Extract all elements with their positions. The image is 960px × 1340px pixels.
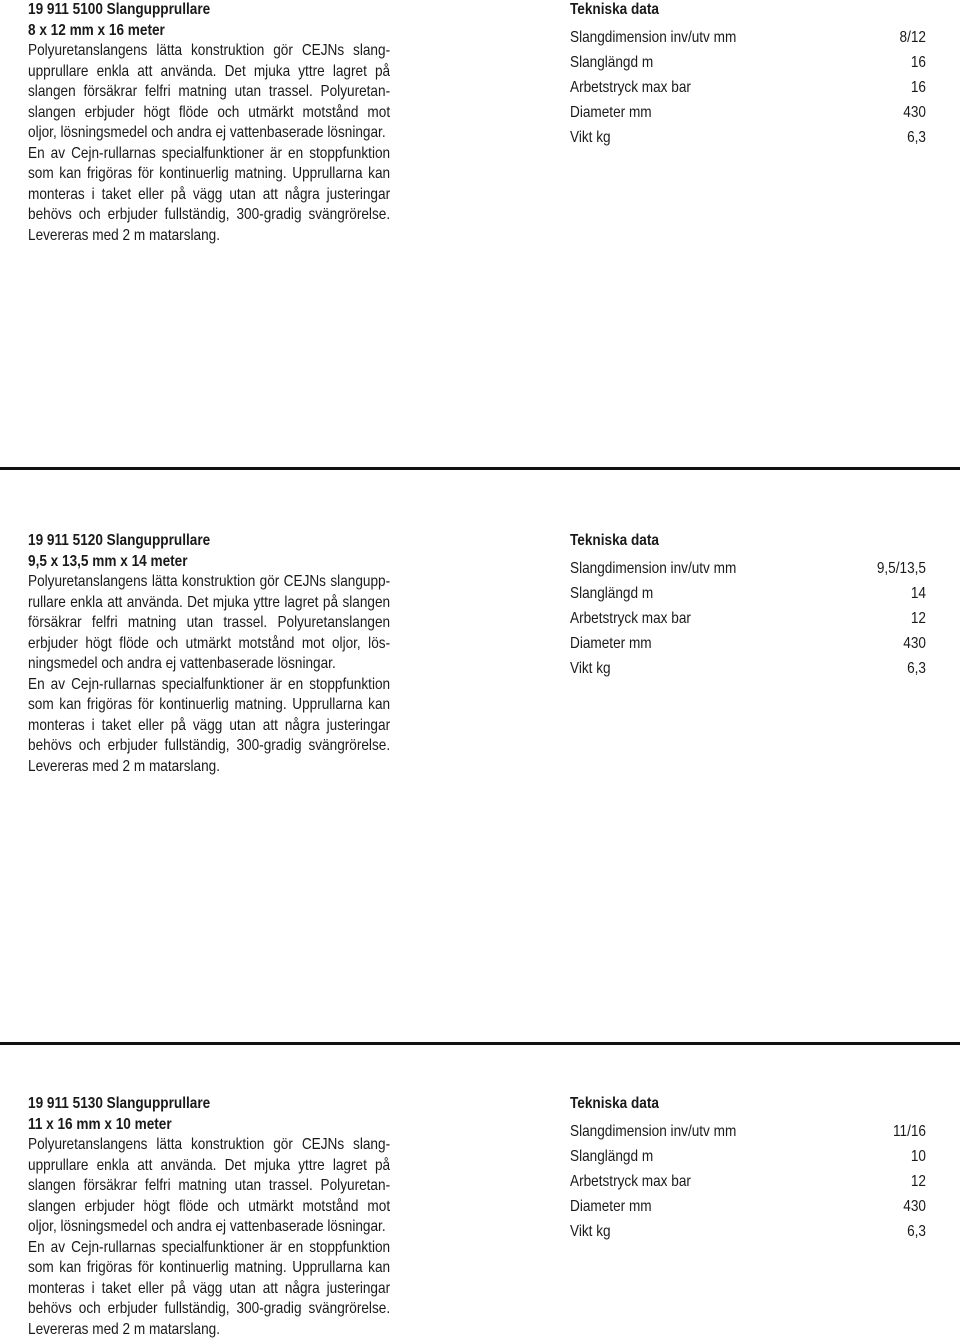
description-line: som kan frigöras för kontinuerlig matning. Upprullarna kan — [28, 696, 391, 713]
tech-data-title: Tekniska data — [570, 532, 659, 549]
description-line: Levereras med 2 m matarslang. — [28, 226, 220, 244]
spec-value: 9,5/13,5 — [876, 560, 926, 577]
spec-label: Slanglängd m — [570, 1148, 654, 1165]
spec-label: Slangdimension inv/utv mm — [570, 29, 737, 46]
spec-value: 16 — [910, 79, 926, 96]
spec-label: Slangdimension inv/utv mm — [570, 1123, 737, 1140]
description-line: oljor, lösningsmedel och andra ej vattenbaserade lösningar. — [28, 1218, 386, 1235]
spec-row — [570, 581, 926, 606]
spec-value: 430 — [903, 635, 926, 652]
divider — [0, 467, 960, 470]
description-line: slangen försäkrar felfri matning utan trassel. Polyuretan- — [28, 1177, 391, 1194]
spec-row — [570, 25, 926, 50]
spec-value: 6,3 — [907, 660, 926, 677]
description-line: En av Cejn-rullarnas specialfunktioner är en stoppfunktion — [28, 144, 391, 162]
spec-value: 12 — [910, 1173, 926, 1190]
spec-row — [570, 125, 926, 150]
product-description — [28, 1094, 390, 1340]
spec-row — [570, 75, 926, 100]
tech-data-title: Tekniska data — [570, 1095, 659, 1112]
spec-label: Slanglängd m — [570, 585, 654, 602]
description-line: försäkrar felfri matning utan trassel. Polyuretanslangen — [28, 614, 391, 631]
description-line: Levereras med 2 m matarslang. — [28, 757, 220, 775]
description-line: Polyuretanslangens lätta konstruktion gör CEJNs slang- — [28, 1136, 391, 1153]
spec-label: Vikt kg — [570, 1223, 611, 1240]
spec-label: Diameter mm — [570, 1198, 652, 1215]
spec-label: Arbetstryck max bar — [570, 1173, 691, 1190]
tech-data-title: Tekniska data — [570, 1, 659, 18]
spec-label: Slangdimension inv/utv mm — [570, 560, 737, 577]
spec-value: 16 — [910, 54, 926, 71]
description-line: slangen erbjuder högt flöde och utmärkt motstånd mot — [28, 1197, 391, 1215]
description-line: slangen försäkrar felfri matning utan trassel. Polyuretan- — [28, 83, 391, 100]
description-line: Polyuretanslangens lätta konstruktion gör CEJNs slangupp- — [28, 573, 391, 590]
spec-row — [570, 1194, 926, 1219]
spec-value: 10 — [910, 1148, 926, 1165]
spec-row — [570, 1169, 926, 1194]
spec-value: 6,3 — [907, 1223, 926, 1240]
spec-label: Arbetstryck max bar — [570, 79, 691, 96]
product-subtitle: 9,5 x 13,5 mm x 14 meter — [28, 552, 188, 570]
spec-value: 430 — [903, 1198, 926, 1215]
description-line: upprullare enkla att använda. Det mjuka yttre lagret på — [28, 1156, 391, 1174]
description-line: ningsmedel och andra ej vattenbaserade lösningar. — [28, 655, 336, 672]
spec-value: 8/12 — [899, 29, 926, 46]
description-line: En av Cejn-rullarnas specialfunktioner är en stoppfunktion — [28, 675, 391, 693]
description-line: slangen erbjuder högt flöde och utmärkt motstånd mot — [28, 103, 391, 121]
description-line: oljor, lösningsmedel och andra ej vattenbaserade lösningar. — [28, 124, 386, 141]
tech-data — [570, 531, 926, 681]
spec-label: Diameter mm — [570, 635, 652, 652]
spec-row — [570, 50, 926, 75]
tech-data — [570, 0, 926, 150]
spec-row — [570, 606, 926, 631]
description-line: monteras i taket eller på vägg utan att några justeringar — [28, 1279, 391, 1297]
spec-value: 430 — [903, 104, 926, 121]
product-description — [28, 0, 390, 246]
description-line: Polyuretanslangens lätta konstruktion gör CEJNs slang- — [28, 42, 391, 59]
spec-row — [570, 1144, 926, 1169]
description-line: monteras i taket eller på vägg utan att några justeringar — [28, 185, 391, 203]
spec-row — [570, 100, 926, 125]
description-line: som kan frigöras för kontinuerlig matning. Upprullarna kan — [28, 1259, 391, 1276]
description-line: behövs och erbjuder fullständig, 300-gradig svängrörelse. — [28, 1300, 391, 1317]
spec-value: 14 — [910, 585, 926, 602]
description-line: upprullare enkla att använda. Det mjuka yttre lagret på — [28, 62, 391, 80]
product-subtitle: 11 x 16 mm x 10 meter — [28, 1115, 172, 1133]
product-title: 19 911 5100 Slangupprullare — [28, 1, 211, 18]
description-line: En av Cejn-rullarnas specialfunktioner är en stoppfunktion — [28, 1238, 391, 1256]
spec-row — [570, 556, 926, 581]
description-line: Levereras med 2 m matarslang. — [28, 1320, 220, 1338]
spec-row — [570, 631, 926, 656]
tech-data — [570, 1094, 926, 1244]
spec-label: Arbetstryck max bar — [570, 610, 691, 627]
product-title: 19 911 5120 Slangupprullare — [28, 532, 211, 549]
spec-label: Slanglängd m — [570, 54, 654, 71]
spec-value: 11/16 — [892, 1123, 926, 1140]
spec-row — [570, 1219, 926, 1244]
product-title: 19 911 5130 Slangupprullare — [28, 1095, 211, 1112]
product-subtitle: 8 x 12 mm x 16 meter — [28, 21, 165, 39]
description-line: erbjuder högt flöde och utmärkt motstånd mot oljor, lös- — [28, 634, 391, 652]
description-line: monteras i taket eller på vägg utan att några justeringar — [28, 716, 391, 734]
spec-row — [570, 1119, 926, 1144]
product-description — [28, 531, 390, 777]
description-line: som kan frigöras för kontinuerlig matning. Upprullarna kan — [28, 165, 391, 182]
description-line: behövs och erbjuder fullständig, 300-gradig svängrörelse. — [28, 737, 391, 754]
spec-value: 12 — [910, 610, 926, 627]
spec-label: Vikt kg — [570, 129, 611, 146]
spec-value: 6,3 — [907, 129, 926, 146]
description-line: behövs och erbjuder fullständig, 300-gradig svängrörelse. — [28, 206, 391, 223]
spec-row — [570, 656, 926, 681]
spec-label: Vikt kg — [570, 660, 611, 677]
spec-label: Diameter mm — [570, 104, 652, 121]
description-line: rullare enkla att använda. Det mjuka yttre lagret på slangen — [28, 593, 391, 611]
divider — [0, 1042, 960, 1045]
